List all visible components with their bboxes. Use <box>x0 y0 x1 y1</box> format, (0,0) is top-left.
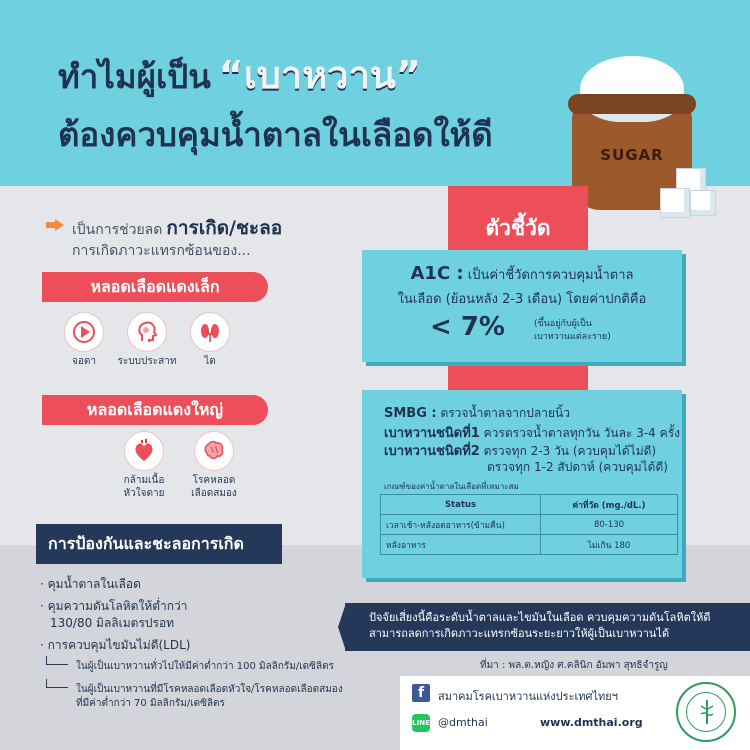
ldl-cvd-target-line2: ที่มีค่าต่ำกว่า 70 มิลลิกรัม/เดซิลิตร <box>76 698 225 709</box>
intro-line1 <box>72 213 282 243</box>
title-prefix: ทำไมผู้เป็น <box>58 57 211 96</box>
ldl-cvd-target-line1: ในผู้เป็นเบาหวานที่มีโรคหลอดเลือดหัวใจ/โรคหลอดเลือดสมอง <box>76 684 343 695</box>
intro-prefix: เป็นการช่วยลด <box>72 222 163 238</box>
line-id-link[interactable]: @dmthai <box>438 716 488 729</box>
type2-label: เบาหวานชนิดที่2 <box>384 444 480 459</box>
source-credit: ที่มา : พล.ต.หญิง ศ.คลินิก อัมพา สุทธิจำรูญ <box>480 660 668 671</box>
prevention-item: · คุมน้ำตาลในเลือด <box>40 577 141 591</box>
page-title-line1 <box>58 44 421 105</box>
risk-factor-box <box>345 603 750 651</box>
large-vessels-label: หลอดเลือดแดงใหญ่ <box>42 395 268 425</box>
complication-heart <box>104 431 184 500</box>
glucose-criteria-table <box>380 494 678 555</box>
sub-bullet-connector <box>46 679 68 688</box>
stroke-label-line1: โรคหลอด <box>192 475 236 486</box>
a1c-note-line1: (ขึ้นอยู่กับผู้เป็น <box>534 319 592 329</box>
table-caption: เกณฑ์ของค่าน้ำตาลในเลือดที่เหมาะสม <box>384 482 519 491</box>
heart-icon <box>124 431 164 471</box>
ldl-general-target: ในผู้เป็นเบาหวานทั่วไปให้มีค่าต่ำกว่า 100 มิลลิกรัม/เดซิลิตร <box>76 661 334 672</box>
heart-label <box>104 474 184 500</box>
sub-bullet-connector <box>46 656 68 665</box>
small-vessels-label: หลอดเลือดแดงเล็ก <box>42 272 268 302</box>
brain-icon <box>194 431 234 471</box>
table-cell: ไม่เกิน 180 <box>541 535 678 555</box>
type1-text: ควรตรวจน้ำตาลทุกวัน วันละ 3-4 ครั้ง <box>483 426 680 440</box>
prevention-item: · คุมความดันโลหิตให้ต่ำกว่า <box>40 599 188 613</box>
sugar-cube <box>660 188 690 218</box>
risk-line2: สามารถลดการเกิดภาวะแทรกซ้อนระยะยาวให้ผู้เป็นเบาหวานได้ <box>369 627 670 640</box>
sack-rim <box>568 94 696 114</box>
smbg-line <box>384 404 570 423</box>
risk-line1: ปัจจัยเสี่ยงนี้คือระดับน้ำตาลและไขมันในเลือด ควบคุมความดันโลหิตให้ดี <box>369 611 711 624</box>
a1c-card <box>362 250 682 362</box>
table-cell: เวลาเช้า-หลังอดอาหาร(ข้ามคืน) <box>381 515 541 535</box>
facebook-icon: f <box>412 684 430 702</box>
line-icon: LINE <box>412 714 430 732</box>
a1c-desc-line1: เป็นค่าชี้วัดการควบคุมน้ำตาล <box>467 268 634 283</box>
type2-text1: ตรวจทุก 2-3 วัน (ควบคุมได้ไม่ดี) <box>483 444 657 458</box>
type1-label: เบาหวานชนิดที่1 <box>384 426 480 441</box>
table-cell: หลังอาหาร <box>381 535 541 555</box>
title-highlight: “เบาหวาน” <box>218 53 421 97</box>
table-cell: 80-130 <box>541 515 678 535</box>
prevention-item: · การควบคุมไขมันไม่ดี(LDL) <box>40 638 191 652</box>
sack-label: SUGAR <box>600 146 664 164</box>
page-title-line2: ต้องควบคุมน้ำตาลในเลือดให้ดี <box>58 115 493 154</box>
association-seal-logo <box>676 682 736 742</box>
kidney-icon <box>190 312 230 352</box>
heart-label-line2: หัวใจตาย <box>123 488 165 499</box>
complication-kidney <box>170 312 250 368</box>
intro-line2: การเกิดภาวะแทรกซ้อนของ... <box>72 243 251 259</box>
facebook-page-link[interactable]: สมาคมโรคเบาหวานแห่งประเทศไทยฯ <box>438 690 618 703</box>
sugar-cube <box>690 190 716 216</box>
a1c-line1 <box>372 263 672 285</box>
heart-label-line1: กล้ามเนื้อ <box>123 475 165 486</box>
prevention-item: 130/80 มิลลิเมตรปรอท <box>50 616 175 630</box>
arrow-right-icon <box>46 219 64 231</box>
indicator-title: ตัวชี้วัด <box>485 216 551 240</box>
intro-emphasis: การเกิด/ชะลอ <box>166 217 283 239</box>
complication-stroke <box>174 431 254 500</box>
table-row <box>381 515 678 535</box>
contact-panel <box>400 676 750 750</box>
table-row <box>381 535 678 555</box>
head-nerve-icon <box>127 312 167 352</box>
type2-text2: ตรวจทุก 1-2 สัปดาห์ (ควบคุมได้ดี) <box>487 460 668 474</box>
a1c-note <box>534 318 611 344</box>
col-header: Status <box>381 495 541 515</box>
smbg-desc: ตรวจน้ำตาลจากปลายนิ้ว <box>440 406 570 420</box>
kidney-label: ไต <box>204 356 216 367</box>
smbg-label: SMBG : <box>384 406 437 421</box>
nerve-label: ระบบประสาท <box>117 356 177 367</box>
table-header-row <box>381 495 678 515</box>
a1c-target-value: < 7% <box>430 312 505 342</box>
prevention-title: การป้องกันและชะลอการเกิด <box>36 524 282 564</box>
a1c-label: A1C : <box>410 263 464 284</box>
stroke-label <box>174 474 254 500</box>
retina-label: จอตา <box>72 356 96 367</box>
stroke-label-line2: เลือดสมอง <box>191 488 237 499</box>
eye-icon <box>64 312 104 352</box>
website-link[interactable]: www.dmthai.org <box>540 716 643 729</box>
a1c-note-line2: เบาหวานแต่ละราย) <box>534 332 611 342</box>
caduceus-icon <box>696 698 718 726</box>
a1c-desc-line2: ในเลือด (ย้อนหลัง 2-3 เดือน) โดยค่าปกติคือ <box>397 292 647 307</box>
col-header: ค่าที่วัด (mg./dL.) <box>541 495 678 515</box>
